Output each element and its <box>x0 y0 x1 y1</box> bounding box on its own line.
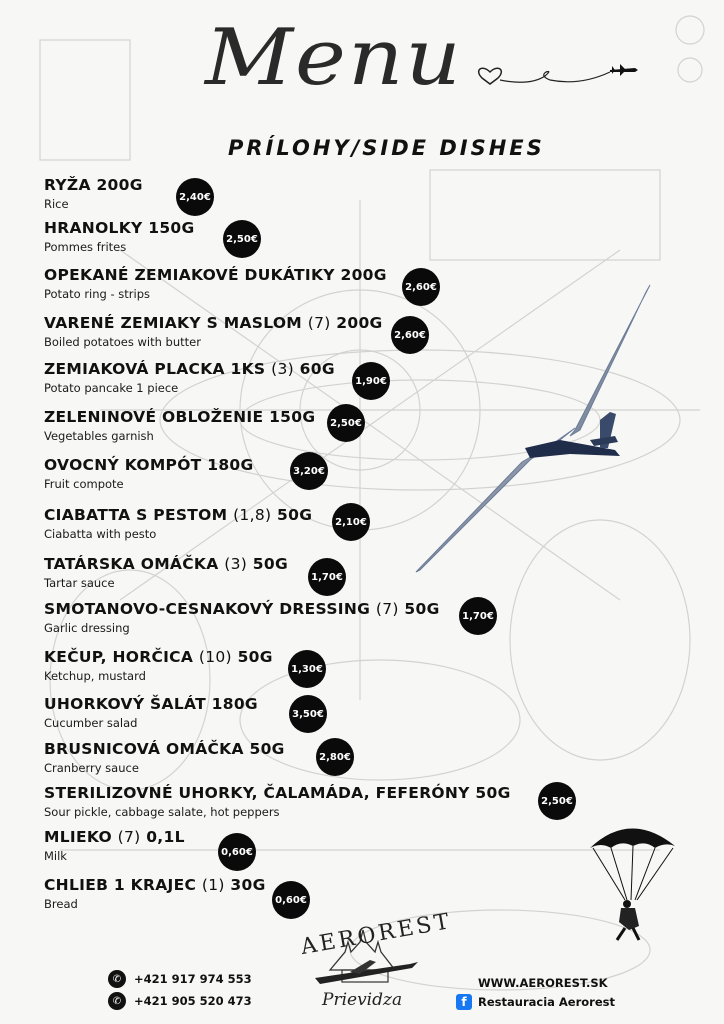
menu-item-translation: Garlic dressing <box>44 621 130 635</box>
menu-item-portion: 50G <box>271 506 313 524</box>
menu-item-name <box>44 408 315 427</box>
menu-item <box>44 456 254 491</box>
menu-item-title: OVOCNÝ KOMPÓT 180G <box>44 456 254 474</box>
menu-item-portion: 50G <box>247 555 288 573</box>
menu-item <box>44 876 266 911</box>
menu-item-title: BRUSNICOVÁ OMÁČKA 50G <box>44 740 285 758</box>
menu-item-title: TATÁRSKA OMÁČKA <box>44 555 225 573</box>
menu-item-translation: Ciabatta with pesto <box>44 527 157 541</box>
menu-item-translation: Rice <box>44 197 69 211</box>
menu-item <box>44 314 383 349</box>
menu-item-allergens: (1) <box>201 876 225 894</box>
menu-item-title: VARENÉ ZEMIAKY S MASLOM <box>44 314 308 332</box>
phone-icon: ✆ <box>108 970 126 988</box>
menu-item-title: UHORKOVÝ ŠALÁT 180G <box>44 695 258 713</box>
menu-item-translation: Cranberry sauce <box>44 761 139 775</box>
menu-item-translation: Milk <box>44 849 67 863</box>
menu-item <box>44 695 258 730</box>
menu-item-allergens: (10) <box>198 648 232 666</box>
menu-item <box>44 176 143 211</box>
menu-item-name <box>44 360 335 379</box>
menu-item-translation: Bread <box>44 897 78 911</box>
phone-icon: ✆ <box>108 992 126 1010</box>
menu-item-translation: Fruit compote <box>44 477 124 491</box>
facebook-link[interactable] <box>456 994 615 1010</box>
menu-item-portion: 30G <box>224 876 266 894</box>
facebook-icon: f <box>456 994 472 1010</box>
phone-number-1: +421 917 974 553 <box>134 972 252 986</box>
menu-item-name <box>44 648 273 667</box>
glider-illustration <box>410 280 660 580</box>
menu-item-portion: 60G <box>293 360 335 378</box>
menu-item-name <box>44 600 440 619</box>
website-link[interactable] <box>478 976 608 990</box>
menu-item-title: ZELENINOVÉ OBLOŽENIE 150G <box>44 408 316 426</box>
price-badge: 1,70€ <box>459 597 497 635</box>
menu-item-name <box>44 219 195 238</box>
phone-contact-1[interactable] <box>108 970 252 988</box>
price-badge: 2,50€ <box>223 220 261 258</box>
menu-item-name <box>44 266 387 285</box>
price-badge: 3,20€ <box>290 452 328 490</box>
menu-item-title: KEČUP, HORČICA <box>44 648 199 666</box>
menu-item-title: OPEKANÉ ZEMIAKOVÉ DUKÁTIKY 200G <box>44 266 387 284</box>
menu-item-portion: 50G <box>231 648 273 666</box>
menu-item-name <box>44 555 288 574</box>
menu-item-title: STERILIZOVNÉ UHORKY, ČALAMÁDA, FEFERÓNY 50G <box>44 784 511 802</box>
menu-item-translation: Boiled potatoes with butter <box>44 335 201 349</box>
menu-item-title: SMOTANOVO-CESNAKOVÝ DRESSING <box>44 600 376 618</box>
menu-item-portion: 200G <box>330 314 383 332</box>
menu-item-name <box>44 876 266 895</box>
menu-item <box>44 784 511 819</box>
menu-item-translation: Tartar sauce <box>44 576 115 590</box>
menu-item-portion: 0,1L <box>140 828 185 846</box>
price-badge: 2,60€ <box>402 268 440 306</box>
heart-plane-decoration <box>470 50 640 90</box>
menu-item <box>44 219 195 254</box>
phone-contact-2[interactable] <box>108 992 252 1010</box>
price-badge: 1,30€ <box>288 650 326 688</box>
menu-item-allergens: (7) <box>307 314 331 332</box>
menu-item-translation: Ketchup, mustard <box>44 669 146 683</box>
menu-item-name <box>44 456 254 475</box>
menu-item-title: CHLIEB 1 KRAJEC <box>44 876 202 894</box>
menu-item-name <box>44 176 143 195</box>
menu-item-name <box>44 828 185 847</box>
parachutist-illustration <box>585 818 680 943</box>
menu-title: Menu <box>205 13 463 103</box>
menu-item-translation: Sour pickle, cabbage salate, hot peppers <box>44 805 280 819</box>
menu-item <box>44 360 335 395</box>
menu-item-translation: Potato pancake 1 piece <box>44 381 179 395</box>
menu-item <box>44 600 440 635</box>
price-badge: 2,40€ <box>176 178 214 216</box>
price-badge: 2,50€ <box>538 782 576 820</box>
menu-item-name <box>44 314 383 333</box>
menu-item-title: HRANOLKY 150G <box>44 219 195 237</box>
menu-item-title: RYŽA 200G <box>44 176 143 194</box>
website-text: WWW.AEROREST.SK <box>478 976 608 990</box>
menu-item-translation: Cucumber salad <box>44 716 138 730</box>
section-title: PRÍLOHY/SIDE DISHES <box>228 136 545 160</box>
price-badge: 2,80€ <box>316 738 354 776</box>
menu-item-allergens: (1,8) <box>233 506 272 524</box>
menu-item-title: ZEMIAKOVÁ PLACKA 1KS <box>44 360 272 378</box>
menu-item <box>44 408 315 443</box>
menu-item-name <box>44 740 285 759</box>
price-badge: 2,50€ <box>327 404 365 442</box>
price-badge: 0,60€ <box>218 833 256 871</box>
price-badge: 1,70€ <box>308 558 346 596</box>
menu-item-allergens: (3) <box>224 555 248 573</box>
menu-item-title: CIABATTA S PESTOM <box>44 506 234 524</box>
menu-item <box>44 740 285 775</box>
heart-icon <box>479 68 502 84</box>
logo-wordmark: AEROREST <box>298 908 454 961</box>
menu-item <box>44 828 185 863</box>
phone-number-2: +421 905 520 473 <box>134 994 252 1008</box>
menu-item-translation: Pommes frites <box>44 240 127 254</box>
menu-item-name <box>44 506 312 525</box>
price-badge: 0,60€ <box>272 881 310 919</box>
menu-item-allergens: (7) <box>375 600 399 618</box>
menu-item-allergens: (7) <box>117 828 141 846</box>
price-badge: 2,60€ <box>391 316 429 354</box>
price-badge: 1,90€ <box>352 362 390 400</box>
menu-item-name <box>44 695 258 714</box>
menu-item-translation: Vegetables garnish <box>44 429 154 443</box>
menu-item-title: MLIEKO <box>44 828 118 846</box>
menu-item <box>44 266 387 301</box>
facebook-text: Restauracia Aerorest <box>478 995 615 1009</box>
menu-item-portion: 50G <box>398 600 440 618</box>
price-badge: 2,10€ <box>332 503 370 541</box>
menu-item <box>44 506 312 541</box>
menu-item-name <box>44 784 511 803</box>
menu-item <box>44 555 288 590</box>
airplane-icon <box>610 64 638 76</box>
logo-city: Prievidza <box>322 990 403 1010</box>
price-badge: 3,50€ <box>289 695 327 733</box>
menu-item <box>44 648 273 683</box>
menu-item-translation: Potato ring - strips <box>44 287 151 301</box>
menu-item-allergens: (3) <box>271 360 294 378</box>
